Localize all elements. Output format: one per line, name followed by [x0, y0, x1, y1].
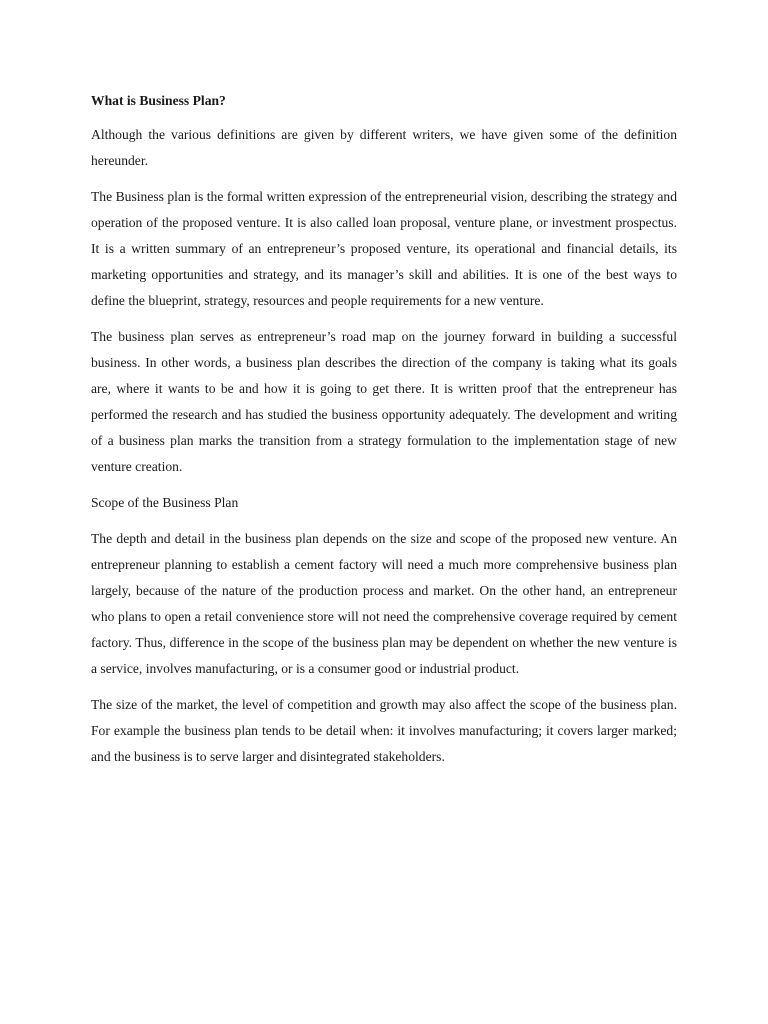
document-page	[91, 88, 677, 780]
paragraph-depth-detail: The depth and detail in the business plan depends on the size and scope of the proposed new venture. An entrepreneur planning to establish a cement factory will need a much more comprehensive business plan largely, because of the nature of the production process and market. On the other hand, an entrepreneur who plans to open a retail convenience store will not need the comprehensive coverage required by cement factory. Thus, difference in the scope of the business plan may be dependent on whether the new venture is a service, involves manufacturing, or is a consumer good or industrial product.	[91, 531, 677, 676]
paragraph-formal-expression: The Business plan is the formal written expression of the entrepreneurial vision, describing the strategy and operation of the proposed venture. It is also called loan proposal, venture plane, or investment prospectus. It is a written summary of an entrepreneur’s proposed venture, its operational and financial details, its marketing opportunities and strategy, and its manager’s skill and abilities. It is one of the best ways to define the blueprint, strategy, resources and people requirements for a new venture.	[91, 189, 677, 308]
section-heading-scope: Scope of the Business Plan	[91, 495, 239, 510]
page-title: What is Business Plan?	[91, 93, 226, 108]
paragraph-definitions-intro: Although the various definitions are given by different writers, we have given some of the definition hereunder.	[91, 127, 677, 168]
paragraph-road-map: The business plan serves as entrepreneur’s road map on the journey forward in building a successful business. In other words, a business plan describes the direction of the company is taking what its goals are, where it wants to be and how it is going to get there. It is written proof that the entrepreneur has performed the research and has studied the business opportunity adequately. The development and writing of a business plan marks the transition from a strategy formulation to the implementation stage of new venture creation.	[91, 329, 677, 474]
paragraph-market-size: The size of the market, the level of competition and growth may also affect the scope of the business plan. For example the business plan tends to be detail when: it involves manufacturing; it covers larger marked; and the business is to serve larger and disintegrated stakeholders.	[91, 697, 677, 764]
